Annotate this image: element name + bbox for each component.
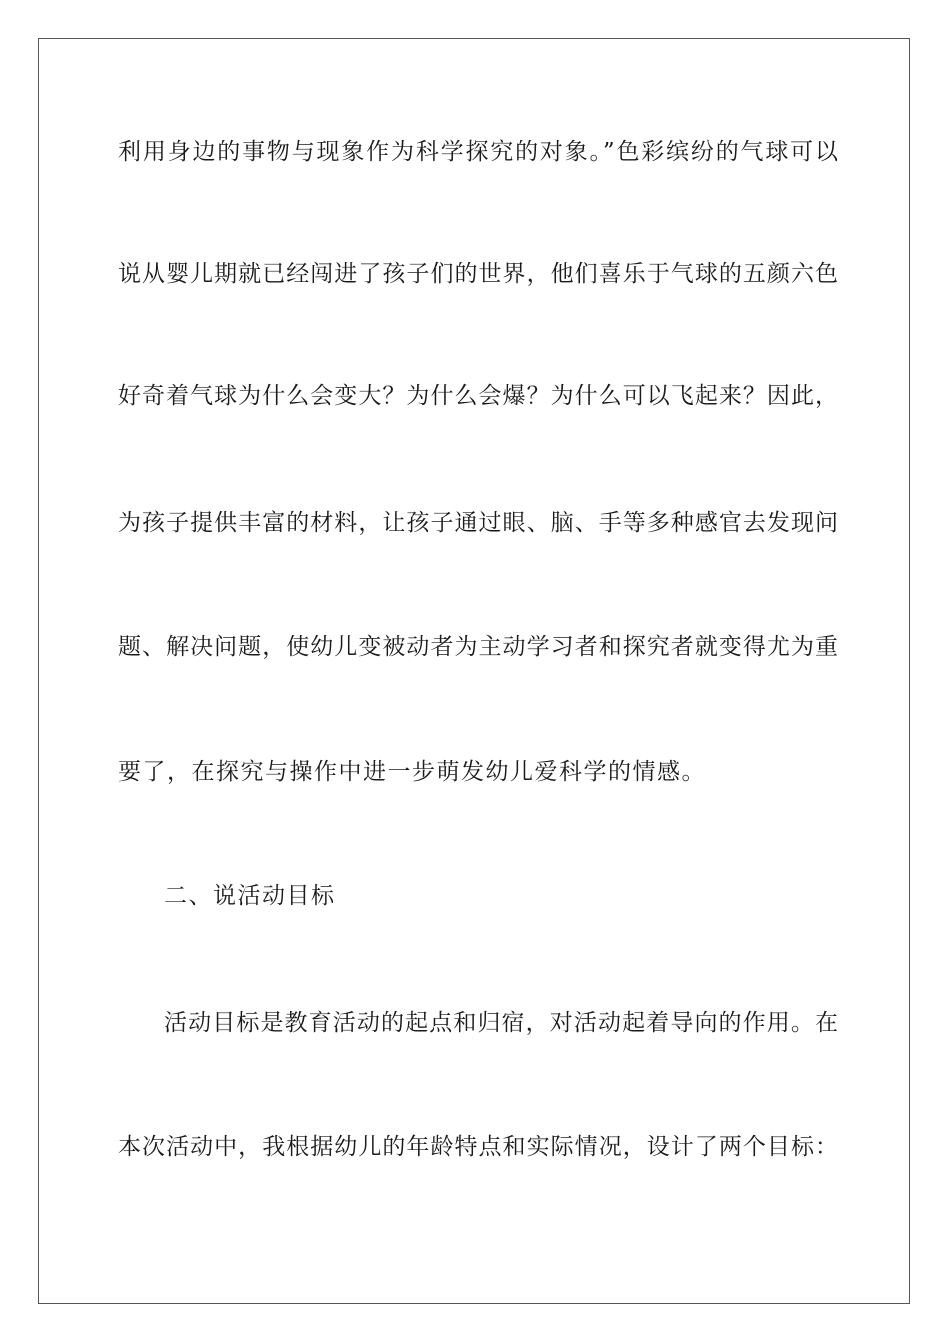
section-heading: 二、说活动目标 (164, 883, 336, 909)
body-text-line-4: 为孩子提供丰富的材料，让孩子通过眼、脑、手等多种感官去发现问 (118, 510, 838, 536)
body-text-line-6: 要了，在探究与操作中进一步萌发幼儿爱科学的情感。 (118, 759, 706, 785)
body-text-line-5: 题、解决问题，使幼儿变被动者为主动学习者和探究者就变得尤为重 (118, 634, 838, 660)
body-text-line-3: 好奇着气球为什么会变大？为什么会爆？为什么可以飞起来？因此， (118, 383, 838, 409)
paragraph-line-1: 活动目标是教育活动的起点和归宿，对活动起着导向的作用。在 (164, 1010, 838, 1036)
body-text-line-2: 说从婴儿期就已经闯进了孩子们的世界，他们喜乐于气球的五颜六色 (118, 261, 838, 287)
paragraph-line-2: 本次活动中，我根据幼儿的年龄特点和实际情况，设计了两个目标： (118, 1134, 838, 1160)
body-text-line-1: 利用身边的事物与现象作为科学探究的对象。”色彩缤纷的气球可以 (118, 139, 838, 165)
page-border (38, 38, 910, 1304)
